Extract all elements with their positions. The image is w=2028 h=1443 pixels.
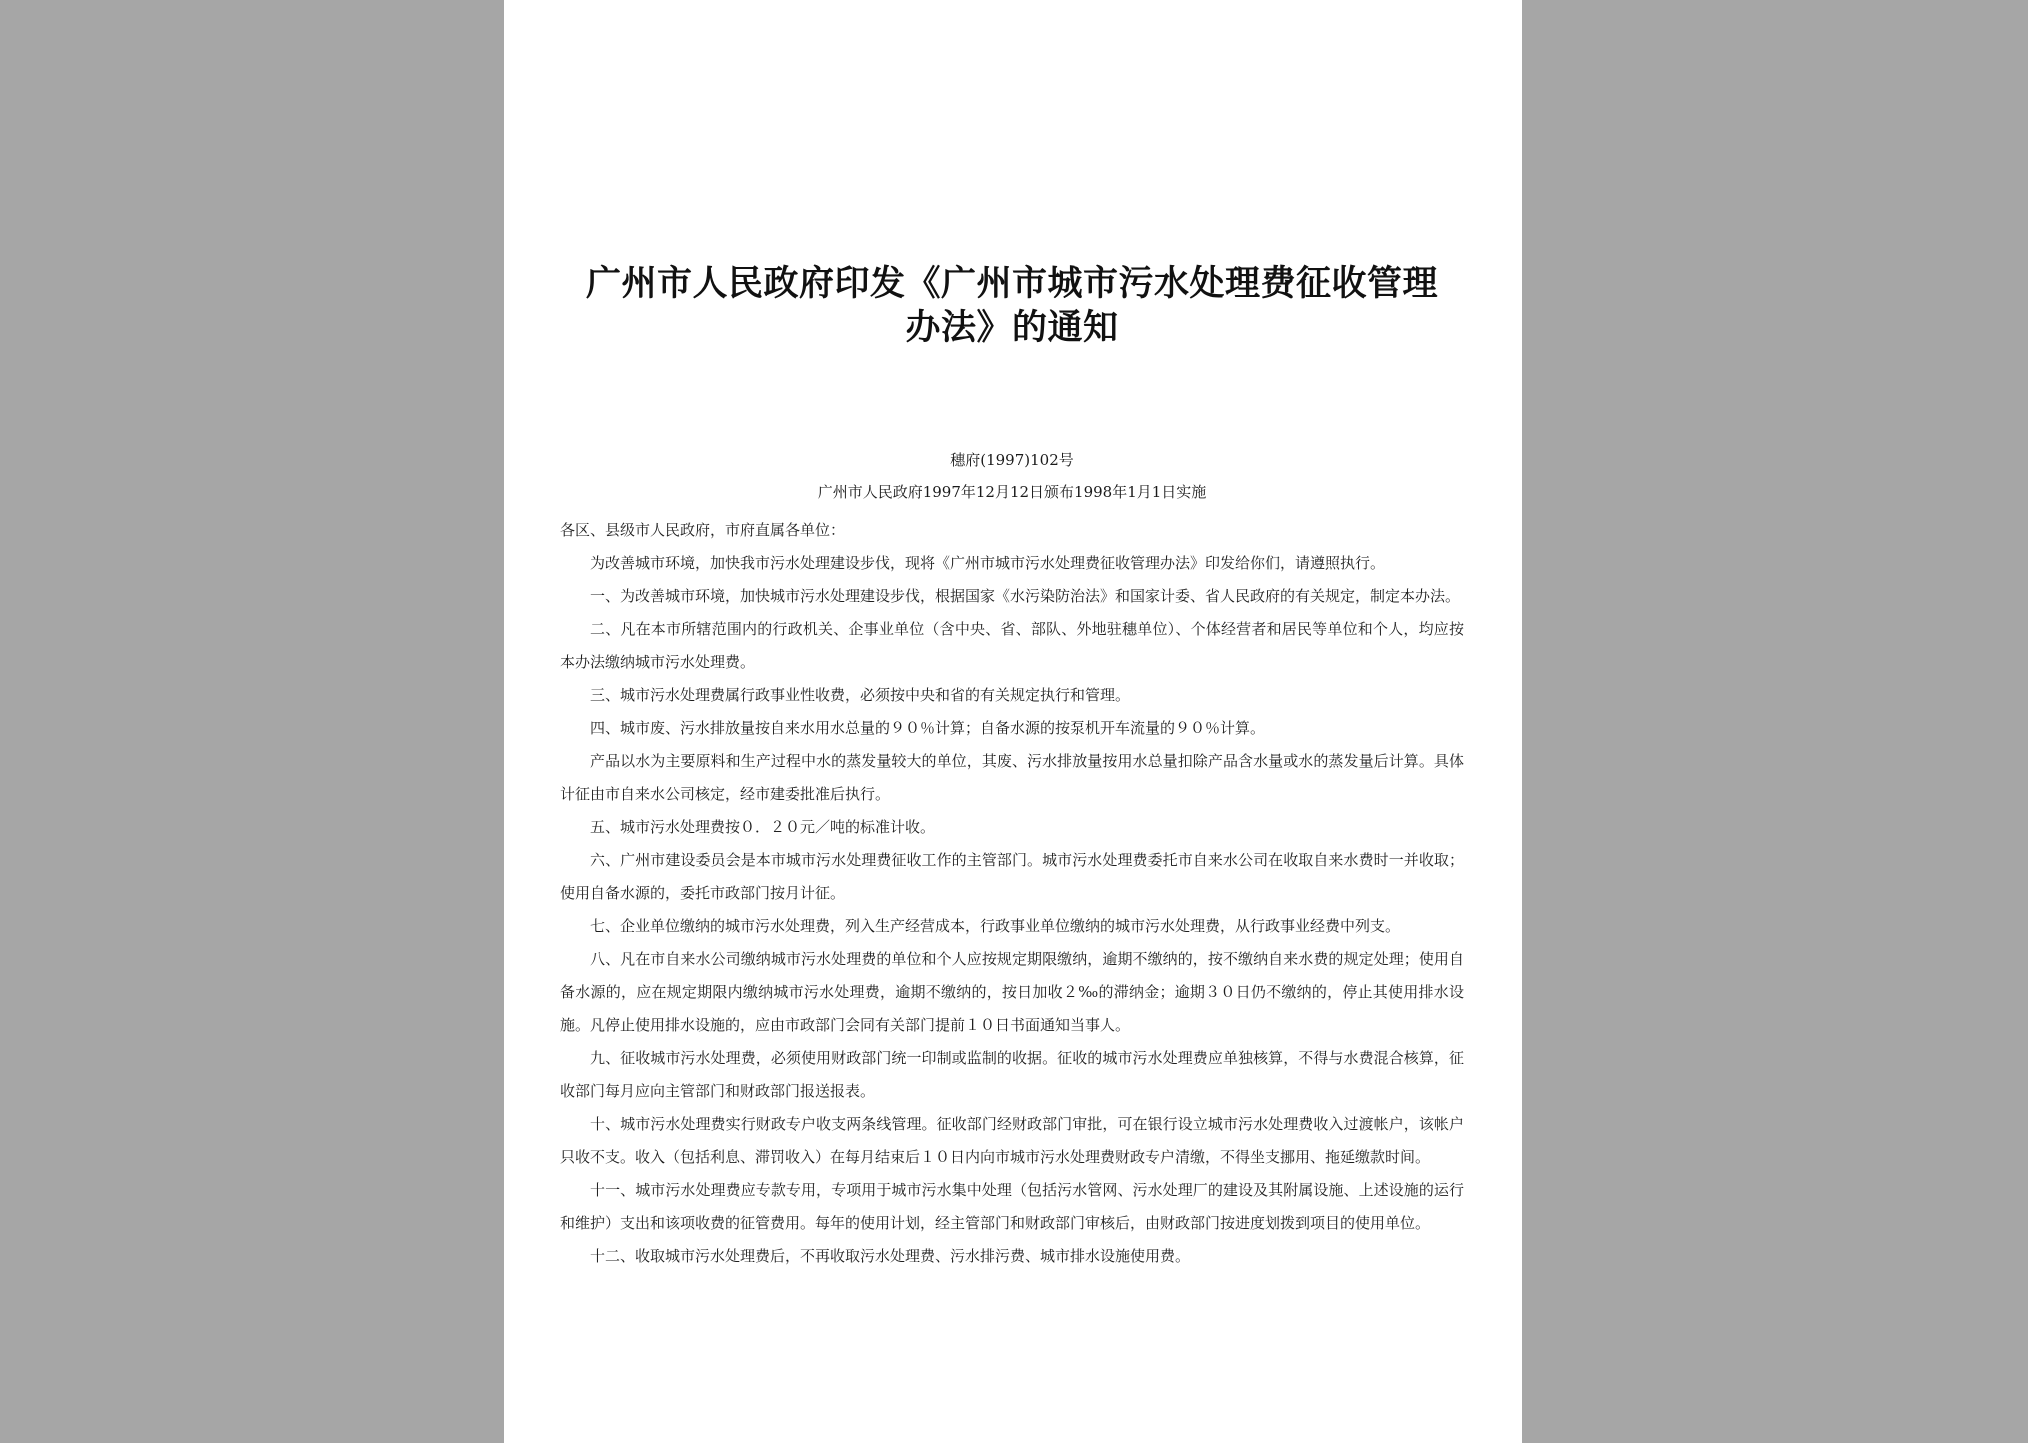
paragraph-article-8: 八、凡在市自来水公司缴纳城市污水处理费的单位和个人应按规定期限缴纳，逾期不缴纳的，按不缴纳自来水费的规定处理；使用自备水源的，应在规定期限内缴纳城市污水处理费，逾期不缴纳的，按日加收２‰的滞纳金；逾期３０日仍不缴纳的，停止其使用排水设施。凡停止使用排水设施的，应由市政部门会同有关部门提前１０日书面通知当事人。 bbox=[560, 950, 1464, 1034]
paragraph-article-4-supplement: 产品以水为主要原料和生产过程中水的蒸发量较大的单位，其废、污水排放量按用水总量扣除产品含水量或水的蒸发量后计算。具体计征由市自来水公司核定，经市建委批准后执行。 bbox=[560, 752, 1464, 803]
paragraph-article-5: 五、城市污水处理费按０．２０元／吨的标准计收。 bbox=[590, 818, 936, 836]
paragraph-article-6: 六、广州市建设委员会是本市城市污水处理费征收工作的主管部门。城市污水处理费委托市自来水公司在收取自来水费时一并收取；使用自备水源的，委托市政部门按月计征。 bbox=[560, 851, 1464, 902]
paragraph-article-1: 一、为改善城市环境，加快城市污水处理建设步伐，根据国家《水污染防治法》和国家计委、省人民政府的有关规定，制定本办法。 bbox=[590, 587, 1461, 605]
paragraph-article-12: 十二、收取城市污水处理费后，不再收取污水处理费、污水排污费、城市排水设施使用费。 bbox=[590, 1247, 1191, 1265]
paragraph-article-7: 七、企业单位缴纳的城市污水处理费，列入生产经营成本，行政事业单位缴纳的城市污水处理费，从行政事业经费中列支。 bbox=[590, 917, 1401, 935]
paragraph-article-2: 二、凡在本市所辖范围内的行政机关、企事业单位（含中央、省、部队、外地驻穗单位）、个体经营者和居民等单位和个人，均应按本办法缴纳城市污水处理费。 bbox=[560, 620, 1464, 671]
paragraph-article-10: 十、城市污水处理费实行财政专户收支两条线管理。征收部门经财政部门审批，可在银行设立城市污水处理费收入过渡帐户，该帐户只收不支。收入（包括利息、滞罚收入）在每月结束后１０日内向市城市污水处理费财政专户清缴，不得坐支挪用、拖延缴款时间。 bbox=[560, 1115, 1464, 1166]
issue-info: 广州市人民政府1997年12月12日颁布1998年1月1日实施 bbox=[817, 483, 1207, 501]
paragraph-intro: 为改善城市环境，加快我市污水处理建设步伐，现将《广州市城市污水处理费征收管理办法》印发给你们，请遵照执行。 bbox=[590, 554, 1386, 572]
document-title: 广州市人民政府印发《广州市城市污水处理费征收管理 办法》的通知 bbox=[585, 263, 1438, 348]
paragraph-article-3: 三、城市污水处理费属行政事业性收费，必须按中央和省的有关规定执行和管理。 bbox=[590, 686, 1131, 704]
document-page bbox=[504, 0, 1522, 1443]
document-number: 穗府(1997)102号 bbox=[950, 451, 1074, 469]
paragraph-article-4: 四、城市废、污水排放量按自来水用水总量的９０％计算；自备水源的按泵机开车流量的９０％计算。 bbox=[590, 719, 1266, 737]
document-body bbox=[560, 514, 1464, 1273]
paragraph-article-9: 九、征收城市污水处理费，必须使用财政部门统一印制或监制的收据。征收的城市污水处理费应单独核算，不得与水费混合核算，征收部门每月应向主管部门和财政部门报送报表。 bbox=[560, 1049, 1464, 1100]
paragraph-article-11: 十一、城市污水处理费应专款专用，专项用于城市污水集中处理（包括污水管网、污水处理厂的建设及其附属设施、上述设施的运行和维护）支出和该项收费的征管费用。每年的使用计划，经主管部门和财政部门审核后，由财政部门按进度划拨到项目的使用单位。 bbox=[560, 1181, 1464, 1232]
salutation: 各区、县级市人民政府，市府直属各单位： bbox=[560, 521, 846, 539]
